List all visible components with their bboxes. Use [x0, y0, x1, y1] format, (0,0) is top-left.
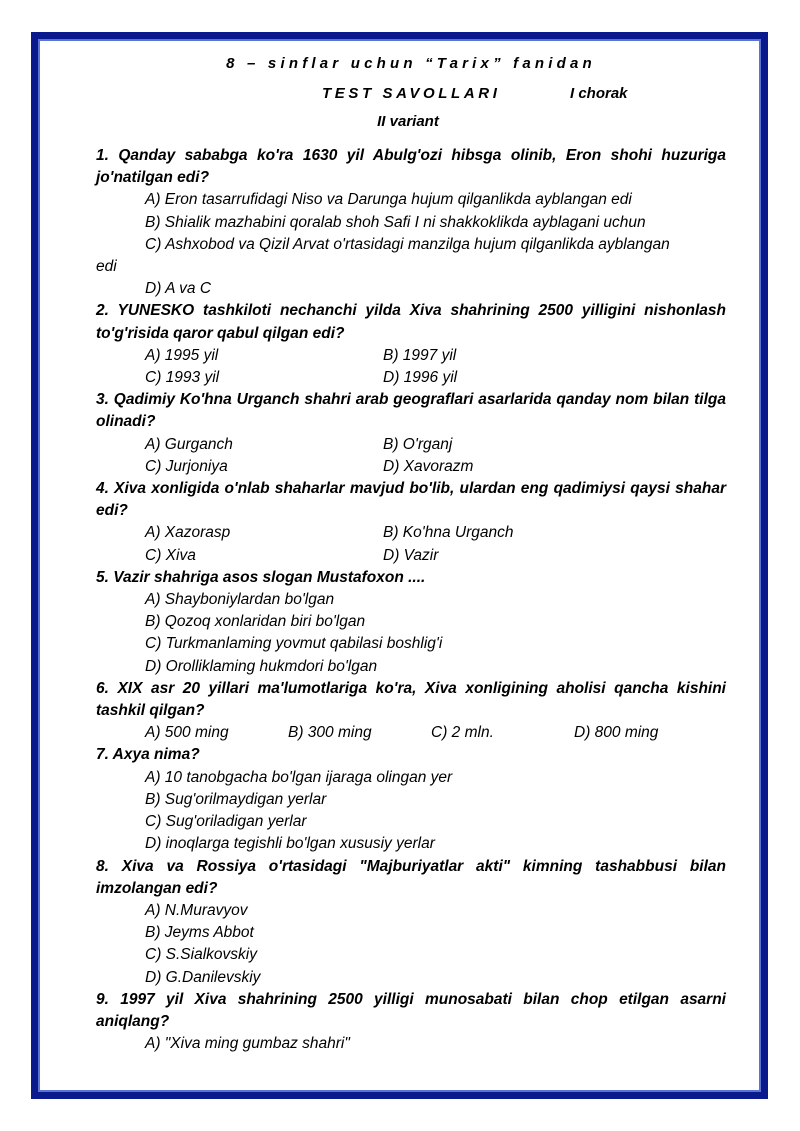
answer-option: C) S.Sialkovskiy: [145, 946, 257, 964]
title-row: [96, 83, 726, 111]
answer-option: B) Ko'hna Urganch: [383, 524, 514, 542]
answer-option: D) 1996 yil: [383, 369, 458, 387]
question-7: 7. Axya nima?: [96, 746, 200, 764]
answer-row: [96, 722, 726, 744]
question-8: 8. Xiva va Rossiya o'rtasidagi "Majburiyatlar akti" kimning tashabbusi bilan imzolangan edi?: [96, 857, 726, 897]
answer-option: A) Gurganch: [145, 435, 233, 453]
test-document: [96, 50, 726, 1055]
answer-option: A) "Xiva ming gumbaz shahri": [145, 1035, 350, 1053]
answer-row: [96, 345, 726, 367]
answer-option: B) Sug'orilmaydigan yerlar: [145, 790, 327, 808]
answer-option: C) Sug'oriladigan yerlar: [145, 813, 307, 831]
answer-option: B) 300 ming: [288, 724, 372, 742]
answer-option: A) Eron tasarrufidagi Niso va Darunga hujum qilganlikda ayblangan edi: [145, 191, 632, 209]
answer-option: D) G.Danilevskiy: [145, 968, 261, 986]
answer-option: A) 500 ming: [145, 724, 229, 742]
answer-option: B) O'rganj: [383, 435, 453, 453]
test-title: TEST SAVOLLARI: [322, 85, 501, 102]
question-5: 5. Vazir shahriga asos slogan Mustafoxon ....: [96, 568, 426, 586]
answer-row: [96, 456, 726, 478]
answer-option: A) Shayboniylardan bo'lgan: [145, 591, 335, 609]
question-4: 4. Xiva xonligida o'nlab shaharlar mavjud bo'lib, ulardan eng qadimiysi qaysi shahar edi?: [96, 480, 726, 520]
subject-heading: 8 – sinflar uchun “Tarix” fanidan: [226, 55, 596, 72]
answer-option: D) inoqlarga tegishli bo'lgan xususiy yerlar: [145, 835, 435, 853]
answer-option: C) 1993 yil: [145, 369, 220, 387]
question-9: 9. 1997 yil Xiva shahrining 2500 yilligi munosabati bilan chop etilgan asarni aniqlang?: [96, 990, 726, 1030]
answer-option: A) N.Muravyov: [145, 901, 248, 919]
answer-option: B) Qozoq xonlaridan biri bo'lgan: [145, 613, 366, 631]
answer-option: A) 1995 yil: [145, 346, 219, 364]
answer-row: [96, 367, 726, 389]
answer-row: [96, 545, 726, 567]
question-6: 6. XIX asr 20 yillari ma'lumotlariga ko'ra, Xiva xonligining aholisi qancha kishini tashkil qilgan?: [96, 679, 726, 720]
answer-option: A) 10 tanobgacha bo'lgan ijaraga olingan yer: [145, 768, 453, 786]
answer-row: [96, 522, 726, 544]
answer-row: [96, 434, 726, 456]
answer-option: D) Vazir: [383, 546, 439, 564]
answer-option: D) 800 ming: [574, 724, 659, 742]
question-3: 3. Qadimiy Ko'hna Urganch shahri arab geograflari asarlarida qanday nom bilan tilga olinadi?: [96, 391, 726, 431]
answer-option: D) Xavorazm: [383, 457, 474, 475]
answer-option: B) Jeyms Abbot: [145, 924, 254, 942]
answer-option-continuation: edi: [96, 258, 117, 276]
answer-option: C) Ashxobod va Qizil Arvat o'rtasidagi manzilga hujum qilganlikda ayblangan: [145, 235, 670, 253]
quarter-label: I chorak: [570, 85, 628, 102]
question-1: 1. Qanday sababga ko'ra 1630 yil Abulg'ozi hibsga olinib, Eron shohi huzuriga jo'natilgan edi?: [96, 147, 726, 187]
answer-option: C) Xiva: [145, 546, 196, 564]
answer-option: B) Shialik mazhabini qoralab shoh Safi I ni shakkoklikda ayblagani uchun: [145, 213, 646, 231]
answer-option: C) Jurjoniya: [145, 457, 228, 475]
answer-option: D) A va C: [145, 280, 212, 298]
answer-option: C) 2 mln.: [431, 724, 494, 742]
question-2: 2. YUNESKO tashkiloti nechanchi yilda Xiva shahrining 2500 yilligini nishonlash to'g'risida qaror qabul qilgan edi?: [96, 302, 726, 342]
answer-option: B) 1997 yil: [383, 346, 457, 364]
answer-option: D) Orolliklaming hukmdori bo'lgan: [145, 657, 378, 675]
answer-option: C) Turkmanlaming yovmut qabilasi boshlig'i: [145, 635, 443, 653]
answer-option: A) Xazorasp: [145, 524, 231, 542]
variant-label: II variant: [377, 113, 439, 130]
